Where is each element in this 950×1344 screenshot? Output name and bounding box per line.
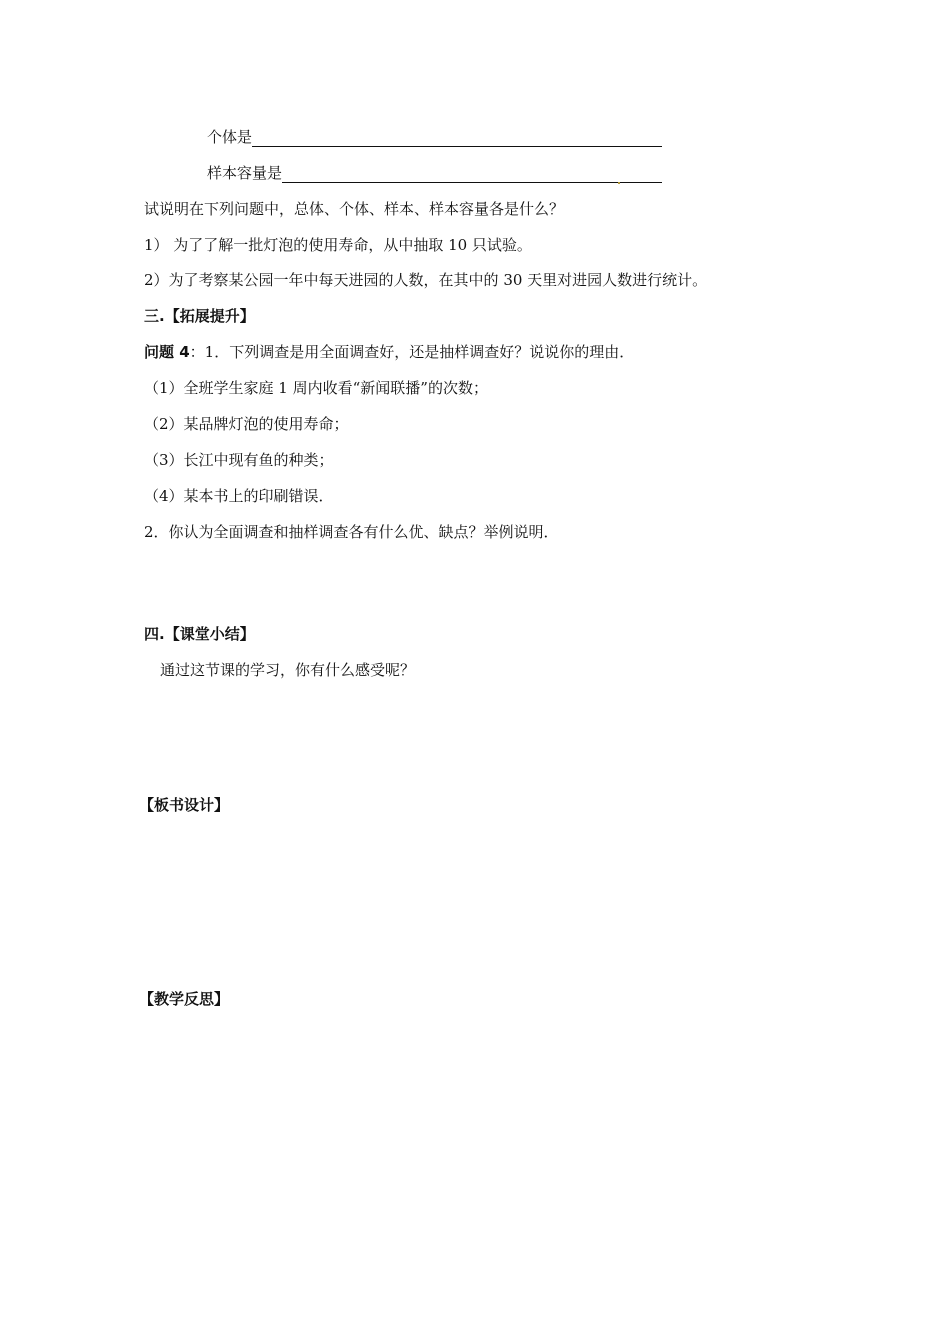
section-4-heading: 四.【课堂小结】 bbox=[144, 625, 255, 643]
problem-4-item-4: （4）某本书上的印刷错误． bbox=[144, 487, 334, 505]
board-design-heading: 【板书设计】 bbox=[139, 796, 230, 814]
individual-label: 个体是 bbox=[207, 128, 253, 146]
problem-4-item-1: （1）全班学生家庭 1 周内收看“新闻联播”的次数； bbox=[144, 379, 488, 397]
problem-4-question-2: 2．你认为全面调查和抽样调查各有什么优、缺点？举例说明． bbox=[144, 523, 559, 541]
exercise-intro: 试说明在下列问题中，总体、个体、样本、样本容量各是什么？ bbox=[144, 200, 565, 218]
problem-4 bbox=[144, 342, 634, 362]
sample-size-label: 样本容量是 bbox=[207, 164, 283, 182]
exercise-question-1: 1） 为了了解一批灯泡的使用寿命，从中抽取 10 只试验。 bbox=[144, 236, 532, 254]
sample-size-blank[interactable] bbox=[282, 166, 662, 183]
exercise-question-2: 2）为了考察某公园一年中每天进园的人数，在其中的 30 天里对进园人数进行统计。 bbox=[144, 271, 708, 289]
teaching-reflection-heading: 【教学反思】 bbox=[139, 990, 230, 1008]
section-4-text: 通过这节课的学习，你有什么感受呢？ bbox=[160, 661, 416, 679]
problem-4-text: ：1．下列调查是用全面调查好，还是抽样调查好？说说你的理由． bbox=[189, 343, 635, 361]
individual-blank[interactable] bbox=[252, 130, 662, 147]
problem-4-item-2: （2）某品牌灯泡的使用寿命； bbox=[144, 415, 349, 433]
individual-fill-line bbox=[207, 127, 662, 147]
problem-4-label: 问题 4 bbox=[144, 343, 190, 361]
sample-size-fill-line bbox=[207, 163, 662, 183]
problem-4-item-3: （3）长江中现有鱼的种类； bbox=[144, 451, 334, 469]
section-3-heading: 三.【拓展提升】 bbox=[144, 307, 255, 325]
